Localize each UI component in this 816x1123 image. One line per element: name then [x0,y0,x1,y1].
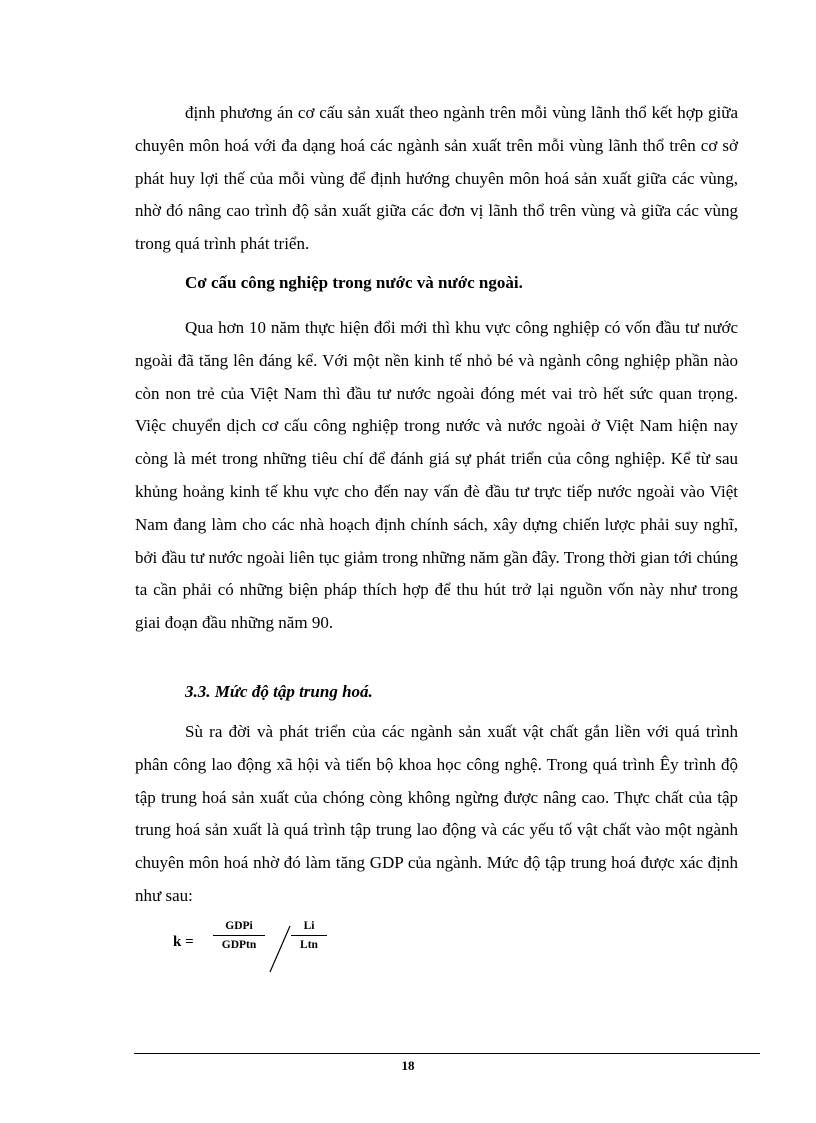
denominator-ltn: Ltn [300,939,318,951]
heading-domestic-foreign: Cơ cấu công nghiệp trong nước và nước ngoài. [185,273,523,292]
body-text-block-3 [135,716,738,913]
fraction-gdp [213,920,265,951]
formula-lhs: k = [173,934,194,950]
denominator-gdptn: GDPtn [221,939,257,951]
fraction-slash [269,924,291,974]
numerator-li: Li [291,920,327,936]
heading-section-3-3: 3.3. Mức độ tập trung hoá. [185,682,373,701]
numerator-gdpi: GDPi [213,920,265,936]
page-number: 18 [401,1058,415,1073]
footer-divider [134,1053,760,1054]
paragraph-concentration: Sù ra đời và phát triển của các ngành sản xuất vật chất gắn liền với quá trình phân công lao động xã hội và tiến bộ khoa học công nghệ. Trong quá trình Êy trình độ tập trung hoá sản xuất của chóng còng không ngừng được nâng cao. Thực chất của tập trung hoá sản xuất là quá trình tập trung lao động và các yếu tố vật chất vào một ngành chuyên môn hoá nhờ đó làm tăng GDP của ngành. Mức độ tập trung hoá được xác định như sau: [135,722,738,905]
concentration-formula [173,918,333,978]
body-text-block-2 [135,312,738,640]
paragraph-foreign-investment: Qua hơn 10 năm thực hiện đổi mới thì khu vực công nghiệp có vốn đầu tư nước ngoài đã tăng lên đáng kể. Với một nền kinh tế nhỏ bé và ngành công nghiệp phần nào còn non trẻ của Việt Nam thì đầu tư nước ngoài đóng mét vai trò hết sức quan trọng. Việc chuyển dịch cơ cấu công nghiệp trong nước và nước ngoài ở Việt Nam hiện nay còng là mét trong những tiêu chí để đánh giá sự phát triển của công nghiệp. Kể từ sau khủng hoảng kinh tế khu vực cho đến nay vấn đè đầu tư trực tiếp nước ngoài vào Việt Nam đang làm cho các nhà hoạch định chính sách, xây dựng chiến lược phải suy nghĩ, bởi đầu tư nước ngoài liên tục giảm trong những năm gần đây. Trong thời gian tới chúng ta cần phải có những biện pháp thích hợp để thu hút trở lại nguồn vốn này như trong giai đoạn đầu những năm 90. [135,318,738,633]
fraction-labor [291,920,327,951]
paragraph-continuation: định phương án cơ cấu sản xuất theo ngành trên mỗi vùng lãnh thổ kết hợp giữa chuyên môn hoá với đa dạng hoá các ngành sản xuất trên mỗi vùng lãnh thổ trên cơ sở phát huy lợi thế của mỗi vùng để định hướng chuyên môn hoá sản xuất giữa các vùng, nhờ đó nâng cao trình độ sản xuất giữa các đơn vị lãnh thổ trên vùng và giữa các vùng trong quá trình phát triển. [135,103,738,254]
body-text-block-1 [135,97,738,261]
